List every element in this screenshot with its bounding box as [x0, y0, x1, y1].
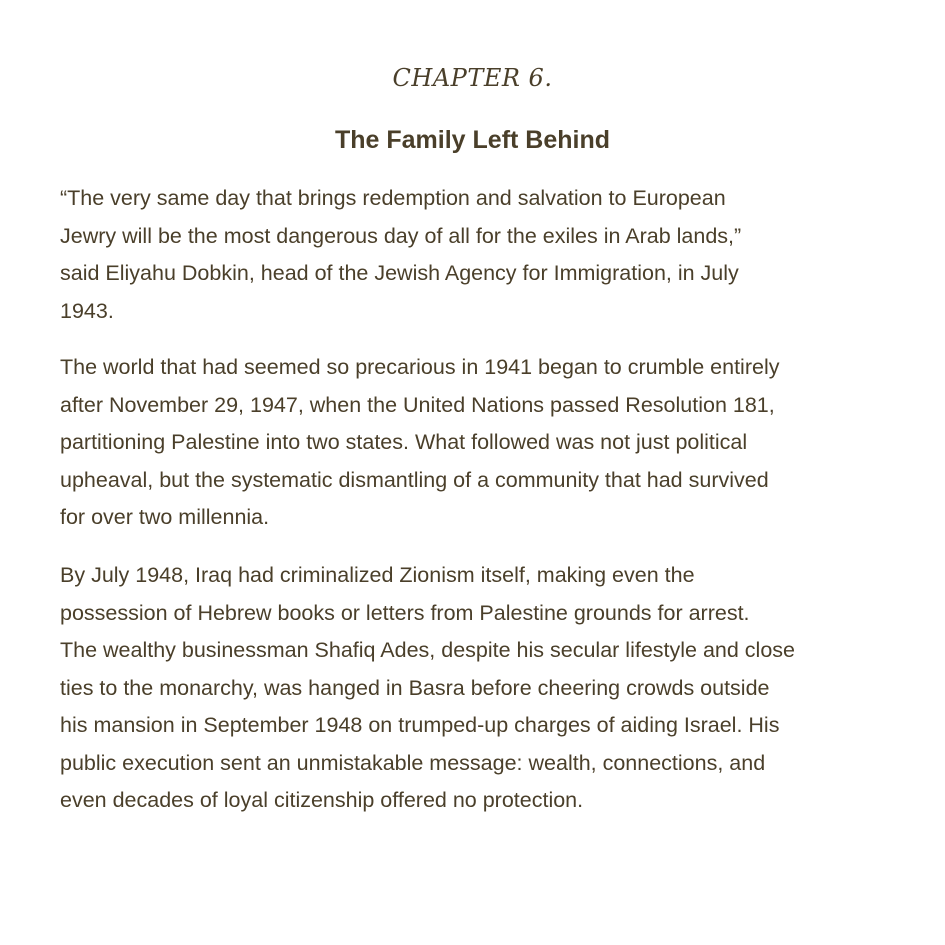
paragraph-1 — [60, 180, 890, 330]
text-line: possession of Hebrew books or letters from Palestine grounds for arrest. — [60, 600, 750, 625]
text-line: 1943. — [60, 298, 114, 323]
text-line: Jewry will be the most dangerous day of all for the exiles in Arab lands,” — [60, 223, 742, 248]
text-line: ties to the monarchy, was hanged in Basra before cheering crowds outside — [60, 675, 770, 700]
text-line: upheaval, but the systematic dismantling of a community that had survived — [60, 467, 769, 492]
text-line: for over two millennia. — [60, 505, 270, 529]
chapter-label: CHAPTER 6. — [392, 64, 553, 92]
text-line: partitioning Palestine into two states. What followed was not just political — [60, 430, 748, 454]
text-line: The world that had seemed so precarious in 1941 began to crumble entirely — [60, 355, 780, 379]
chapter-title: The Family Left Behind — [334, 126, 611, 154]
paragraph-2 — [60, 349, 890, 537]
text-line: even decades of loyal citizenship offered no protection. — [60, 788, 584, 812]
text-line: By July 1948, Iraq had criminalized Zionism itself, making even the — [60, 563, 695, 587]
text-line: public execution sent an unmistakable message: wealth, connections, and — [60, 750, 766, 775]
text-line: The wealthy businessman Shafiq Ades, despite his secular lifestyle and close — [60, 638, 795, 662]
text-line: said Eliyahu Dobkin, head of the Jewish Agency for Immigration, in July — [60, 261, 739, 285]
text-line: after November 29, 1947, when the United Nations passed Resolution 181, — [60, 392, 775, 417]
text-line: his mansion in September 1948 on trumped-up charges of aiding Israel. His — [60, 713, 780, 737]
paragraph-3 — [60, 557, 890, 820]
text-line: “The very same day that brings redemption and salvation to European — [60, 186, 726, 210]
